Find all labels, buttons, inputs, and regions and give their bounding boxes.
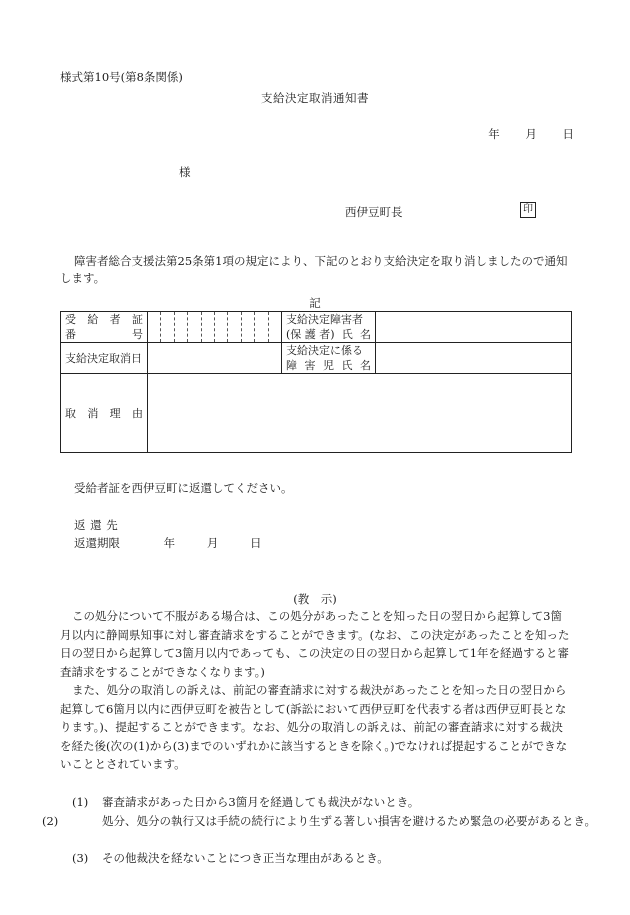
item-text: 処分、処分の執行又は手続の続行により生ずる著しい損害を避けるため緊急の必要があるとき。 [102,814,597,828]
issuer-name: 西伊豆町長 [345,205,403,219]
digit-box[interactable] [148,312,161,342]
cancel-date-label: 支給決定取消日 [61,343,148,374]
cancel-date-field[interactable] [148,343,282,374]
digit-box[interactable] [161,312,174,342]
instruction-paragraph-2: また、処分の取消しの訴えは、前記の審査請求に対する裁決があったことを知った日の翌日から起算して6箇月以内に西伊豆町を被告として(訴訟において西伊豆町を代表する者は西伊豆町長となります。)、提起することができます。なお、処分の取消しの訴えは、前記の審査請求に対する裁決を経た後(次の(1)から(3)までのいずれかに該当するときを除く。)でなければ提起することができないこととされています。 [60,683,568,771]
return-instruction: 受給者証を西伊豆町に返還してください。 [74,481,293,495]
cert-label-char: 番 [65,328,76,341]
item-number: (1) [72,795,89,809]
date-day: 日 [562,127,574,141]
addressee-suffix: 様 [179,165,191,179]
digit-box[interactable] [255,312,268,342]
child-label-char: 氏 [341,359,353,372]
cert-label-char: 受 [65,313,76,326]
instruction-item-2 [42,812,602,831]
return-deadline-label: 返還期限 [74,536,120,550]
digit-box[interactable] [175,312,188,342]
document-title: 支給決定取消通知書 [261,91,369,105]
return-deadline-year: 年 [163,536,176,550]
child-name-field[interactable] [376,343,572,374]
instruction-paragraph-1: この処分について不服がある場合は、この処分があったことを知った日の翌日から起算して3箇月以内に静岡県知事に対し審査請求をすることができます。(なお、この決定があったことを知った日の翌日から起算して3箇月以内であっても、この決定の日の翌日から起算して1年を経過すると審査請求をすることができなくなります。) [60,609,570,679]
recipient-label [282,312,376,343]
recipient-name-field[interactable] [376,312,572,343]
digit-box[interactable] [188,312,201,342]
return-deadline [74,535,261,551]
cert-label-char: 号 [132,328,143,341]
item-text: その他裁決を経ないことにつき正当な理由があるとき。 [102,851,389,865]
cert-number-field[interactable] [148,312,282,343]
cert-number-label [61,312,148,343]
child-label-line1: 支給決定に係る [286,344,363,357]
item-number: (3) [72,851,89,865]
date-year: 年 [488,127,500,141]
item-text: 審査請求があった日から3箇月を経過しても裁決がないとき。 [102,795,420,809]
seal-mark: 印 [520,202,536,218]
recipient-label-part: 名 [359,328,371,341]
return-to-label: 返 還 先 [74,518,119,532]
reason-field[interactable] [148,374,572,453]
digit-box[interactable] [242,312,255,342]
date-month: 月 [525,127,537,141]
digit-box[interactable] [215,312,228,342]
cert-label-char: 証 [131,313,143,326]
child-label-char: 児 [323,359,334,372]
reason-label-char: 由 [131,406,143,420]
digit-box[interactable] [269,312,281,342]
cert-label-char: 給 [87,313,99,326]
digit-box[interactable] [228,312,241,342]
child-label-char: 名 [360,359,371,372]
child-label-char: 害 [304,359,316,372]
reason-label-char: 消 [87,406,99,420]
reason-label-char: 取 [65,406,76,420]
return-deadline-day: 日 [249,536,262,550]
instruction-item-1 [72,793,572,812]
recipient-label-line1: 支給決定障害者 [286,313,363,326]
ki-heading: 記 [309,296,321,310]
child-name-label [282,343,376,374]
return-deadline-month: 月 [206,536,219,550]
notice-table [60,311,572,453]
instruction-title: (教 示) [293,592,337,606]
form-number: 様式第10号(第8条関係) [60,70,183,84]
reason-label-char: 理 [109,406,121,420]
instruction-item-3 [72,849,572,868]
digit-box[interactable] [202,312,215,342]
recipient-label-part: 氏 [341,328,353,341]
item-number: (2) [42,814,59,828]
recipient-label-part: (保 護 者) [286,328,335,341]
child-label-char: 障 [286,359,297,372]
reason-label [61,374,148,453]
cert-label-char: 者 [109,313,121,326]
issue-date [466,126,574,142]
notice-body: 障害者総合支援法第25条第1項の規定により、下記のとおり支給決定を取り消しましたので通知します。 [60,254,568,285]
